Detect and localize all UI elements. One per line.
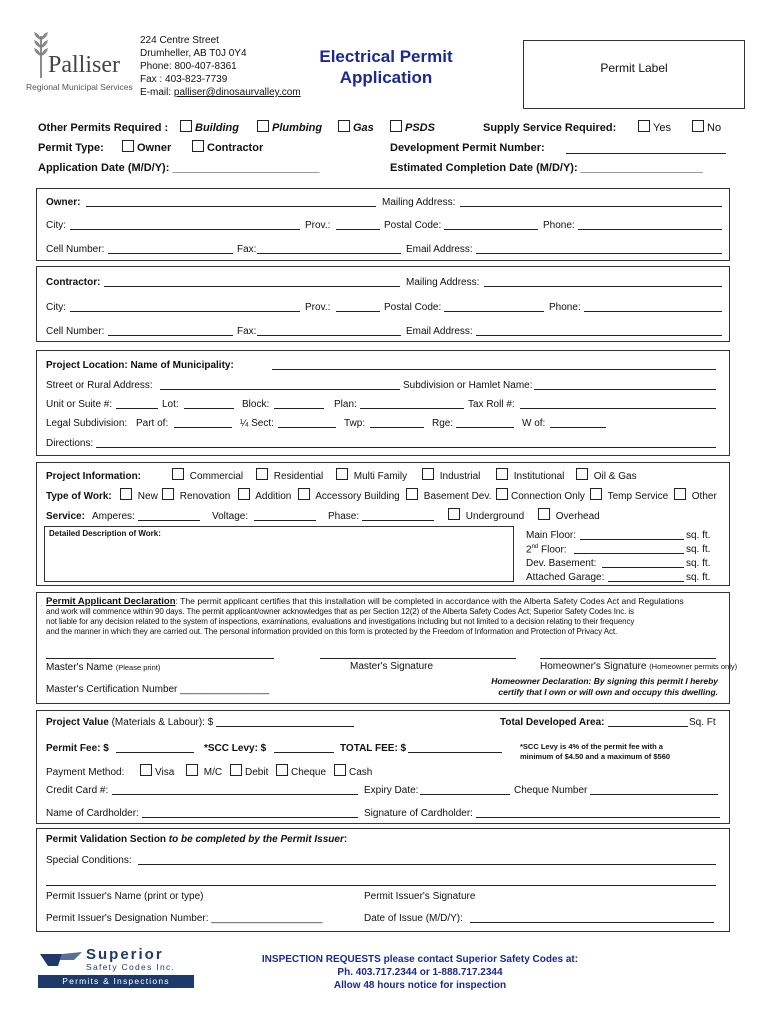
residential-checkbox[interactable] [256, 468, 268, 480]
total-fee-field[interactable] [408, 752, 502, 753]
multifamily-checkbox[interactable] [336, 468, 348, 480]
supply-yes-option[interactable] [638, 120, 671, 134]
new-checkbox[interactable] [120, 488, 132, 500]
validation-title [46, 834, 347, 845]
total-developed-unit: Sq. Ft [689, 717, 716, 728]
contractor-type-label: Contractor [207, 142, 264, 154]
amperes-field[interactable] [138, 520, 200, 521]
other-work-label: Other [691, 491, 717, 502]
date-of-issue-label: Date of Issue (M/D/Y): [364, 913, 463, 924]
payment-method-label: Payment Method: [46, 767, 125, 778]
accessory-checkbox[interactable] [298, 488, 310, 500]
new-option[interactable] [120, 488, 158, 502]
issuer-signature-label: Permit Issuer's Signature [364, 891, 476, 902]
accessory-option[interactable] [298, 488, 400, 502]
permit-type-label: Permit Type: [38, 142, 104, 154]
new-label: New [137, 491, 158, 502]
rge-field[interactable] [456, 427, 514, 428]
owner-type-checkbox[interactable] [122, 140, 134, 152]
validation-title-note: to be completed by the Permit Issuer [166, 834, 344, 845]
special-conditions-field-1[interactable] [138, 864, 716, 865]
institutional-checkbox[interactable] [496, 468, 508, 480]
superior-swoosh-icon [38, 948, 84, 970]
quarter-sect-label: ¼ Sect: [240, 418, 274, 429]
dev-basement-unit: sq. ft. [686, 558, 711, 569]
contractor-label: Contractor: [46, 277, 101, 288]
cardholder-label: Name of Cardholder: [46, 808, 139, 819]
contractor-cell-label: Cell Number: [46, 326, 105, 337]
connection-option[interactable] [496, 488, 585, 502]
overhead-checkbox[interactable] [538, 508, 550, 520]
renovation-checkbox[interactable] [162, 488, 174, 500]
materials-text: (Materials & Labour): $ [108, 717, 214, 728]
owner-prov-field[interactable] [336, 229, 380, 230]
permit-fee-field[interactable] [116, 752, 194, 753]
cheque-checkbox[interactable] [276, 764, 288, 776]
subdivision-field[interactable] [534, 389, 716, 390]
declaration-line-2: and work will commence within 90 days. The permit applicant/owner acknowledges that as per Section 12(2) of the Alberta Safety Codes Act; Superior Safety Codes Inc. is [46, 607, 634, 616]
commercial-option[interactable] [172, 468, 243, 482]
cheque-label: Cheque [291, 767, 327, 778]
estimated-completion-field[interactable]: Estimated Completion Date (M/D/Y): ____________________ [390, 162, 704, 174]
homeowner-signature-label [540, 661, 737, 672]
second-floor-number: 2 [526, 544, 532, 556]
project-value-field[interactable] [216, 726, 354, 727]
temp-service-checkbox[interactable] [590, 488, 602, 500]
expiry-field[interactable] [420, 794, 510, 795]
multifamily-label: Multi Family [353, 471, 408, 482]
accessory-label: Accessory Building [315, 491, 400, 502]
phase-field[interactable] [362, 520, 434, 521]
contractor-city-label: City: [46, 302, 66, 313]
issuer-name-label: Permit Issuer's Name (print or type) [46, 891, 204, 902]
validation-title-main: Permit Validation Section [46, 834, 167, 845]
building-option[interactable] [180, 120, 239, 134]
plumbing-label: Plumbing [272, 122, 323, 134]
owner-type-label: Owner [137, 142, 172, 154]
project-info-title: Project Information: [46, 471, 142, 482]
addition-checkbox[interactable] [238, 488, 250, 500]
wof-label: W of: [522, 418, 546, 429]
industrial-label: Industrial [439, 471, 481, 482]
overhead-option[interactable] [538, 508, 600, 522]
oilgas-label: Oil & Gas [593, 471, 637, 482]
total-developed-field[interactable] [608, 726, 688, 727]
garage-field[interactable] [608, 581, 684, 582]
connection-label: Connection Only [511, 491, 585, 502]
cardholder-signature-field[interactable] [476, 817, 720, 818]
lot-field[interactable] [184, 408, 234, 409]
org-email-link[interactable]: palliser@dinosaurvalley.com [173, 87, 301, 98]
temp-service-option[interactable] [590, 488, 668, 502]
mc-label: M/C [203, 767, 223, 778]
main-floor-label: Main Floor: [526, 530, 577, 541]
contractor-mailing-field[interactable] [484, 286, 722, 287]
cardholder-field[interactable] [142, 817, 358, 818]
superior-logo-sub: Safety Codes Inc. [86, 962, 176, 972]
dev-basement-label: Dev. Basement: [526, 558, 597, 569]
supply-no-checkbox[interactable] [692, 120, 704, 132]
contractor-prov-field[interactable] [336, 311, 380, 312]
owner-mailing-label: Mailing Address: [382, 197, 456, 208]
debit-checkbox[interactable] [230, 764, 242, 776]
other-permits-label: Other Permits Required : [38, 122, 169, 134]
homeowner-only-note: (Homeowner permits only) [649, 662, 738, 671]
cardholder-signature-label: Signature of Cardholder: [364, 808, 473, 819]
second-floor-superscript: nd [531, 544, 539, 550]
detailed-description-box[interactable] [44, 526, 514, 582]
declaration-text-1: : The permit applicant certifies that this installation will be completed in accordance with the Alberta Safety Codes Act and Regulations [175, 596, 684, 606]
owner-city-field[interactable] [70, 229, 300, 230]
master-name-label [46, 662, 160, 673]
dev-basement-field[interactable] [602, 567, 684, 568]
subdivision-label: Subdivision or Hamlet Name: [403, 380, 533, 391]
master-name-field[interactable] [46, 658, 274, 659]
visa-option[interactable] [140, 764, 174, 778]
voltage-field[interactable] [254, 520, 316, 521]
org-email-label: E-mail: [140, 87, 174, 98]
supply-no-option[interactable] [692, 120, 721, 134]
industrial-option[interactable] [422, 468, 480, 482]
project-value-label [46, 717, 213, 728]
contractor-city-field[interactable] [70, 311, 300, 312]
superior-logo-band: Permits & Inspections [38, 975, 194, 988]
owner-cell-field[interactable] [108, 253, 233, 254]
oilgas-option[interactable] [576, 468, 637, 482]
rge-label: Rge: [432, 418, 454, 429]
contractor-type-checkbox[interactable] [192, 140, 204, 152]
underground-option[interactable] [448, 508, 524, 522]
taxroll-field[interactable] [520, 408, 716, 409]
gas-checkbox[interactable] [338, 120, 350, 132]
contractor-mailing-label: Mailing Address: [406, 277, 480, 288]
credit-card-field[interactable] [112, 794, 358, 795]
connection-checkbox[interactable] [496, 488, 508, 500]
legal-subdivision-label: Legal Subdivision: [46, 418, 128, 429]
basement-checkbox[interactable] [406, 488, 418, 500]
lot-label: Lot: [162, 399, 179, 410]
street-address-field[interactable] [160, 389, 400, 390]
contractor-postal-label: Postal Code: [384, 302, 442, 313]
voltage-label: Voltage: [212, 511, 249, 522]
project-location-title: Project Location: Name of Municipality: [46, 360, 234, 371]
visa-label: Visa [155, 767, 175, 778]
second-floor-field[interactable] [574, 553, 684, 554]
industrial-checkbox[interactable] [422, 468, 434, 480]
cheque-number-label: Cheque Number [514, 785, 588, 796]
org-address-1: 224 Centre Street [140, 35, 219, 46]
permit-fee-label: Permit Fee: $ [46, 743, 109, 754]
cheque-number-field[interactable] [590, 794, 718, 795]
contractor-phone-field[interactable] [584, 311, 722, 312]
permit-label-box [523, 40, 745, 109]
taxroll-label: Tax Roll #: [468, 399, 515, 410]
master-name-text: Master's Name [46, 662, 113, 673]
contractor-email-label: Email Address: [406, 326, 473, 337]
org-address-2: Drumheller, AB T0J 0Y4 [140, 48, 247, 59]
superior-logo [36, 944, 196, 990]
supply-no-label: No [707, 122, 722, 134]
owner-label: Owner: [46, 197, 81, 208]
master-signature-field[interactable] [320, 658, 516, 659]
form-title-2: Application [339, 68, 433, 87]
main-floor-unit: sq. ft. [686, 530, 711, 541]
twp-label: Twp: [344, 418, 366, 429]
owner-postal-label: Postal Code: [384, 220, 442, 231]
total-developed-label: Total Developed Area: [500, 717, 605, 728]
dev-permit-label: Development Permit Number: [390, 142, 545, 154]
addition-label: Addition [255, 491, 292, 502]
garage-unit: sq. ft. [686, 572, 711, 583]
cash-label: Cash [349, 767, 373, 778]
type-of-work-label: Type of Work: [46, 491, 112, 502]
mc-option[interactable] [186, 764, 222, 778]
residential-label: Residential [273, 471, 324, 482]
second-floor-text: Floor: [538, 544, 567, 556]
master-signature-label: Master's Signature [350, 661, 434, 672]
application-date-field[interactable]: Application Date (M/D/Y): ________________________ [38, 162, 320, 174]
please-print-note: (Please print) [115, 663, 161, 672]
cash-checkbox[interactable] [334, 764, 346, 776]
superior-logo-name: Superior [86, 946, 164, 963]
scc-levy-field[interactable] [274, 752, 334, 753]
contractor-name-field[interactable] [104, 286, 400, 287]
owner-email-label: Email Address: [406, 244, 473, 255]
owner-prov-label: Prov.: [305, 220, 331, 231]
declaration-line-3: not liable for any decision related to the system of inspections, examinations, evaluations and investigations including but not limited to a decision relating to their frequency [46, 617, 635, 626]
supply-yes-checkbox[interactable] [638, 120, 650, 132]
supply-service-label: Supply Service Required: [483, 122, 617, 134]
mc-checkbox[interactable] [186, 764, 198, 776]
renovation-option[interactable] [162, 488, 230, 502]
psds-label: PSDS [405, 122, 435, 134]
amperes-label: Amperes: [92, 511, 135, 522]
commercial-label: Commercial [189, 471, 244, 482]
main-floor-field[interactable] [580, 539, 684, 540]
total-fee-label: TOTAL FEE: $ [340, 743, 407, 754]
contractor-cell-field[interactable] [108, 335, 233, 336]
building-checkbox[interactable] [180, 120, 192, 132]
org-phone: Phone: 800-407-8361 [140, 61, 237, 72]
temp-service-label: Temp Service [607, 491, 669, 502]
underground-checkbox[interactable] [448, 508, 460, 520]
second-floor-label [526, 544, 567, 555]
owner-name-field[interactable] [86, 206, 376, 207]
contractor-fax-field[interactable] [257, 335, 401, 336]
org-fax: Fax : 403-823-7739 [140, 74, 228, 85]
plumbing-checkbox[interactable] [257, 120, 269, 132]
directions-label: Directions: [46, 438, 94, 449]
contractor-type-option[interactable] [192, 140, 263, 154]
inspection-line-1: INSPECTION REQUESTS please contact Superior Safety Codes at: [261, 954, 579, 965]
cheque-option[interactable] [276, 764, 326, 778]
owner-cell-label: Cell Number: [46, 244, 105, 255]
homeowner-signature-text: Homeowner's Signature [540, 661, 647, 672]
cash-option[interactable] [334, 764, 372, 778]
phase-label: Phase: [328, 511, 360, 522]
other-work-checkbox[interactable] [674, 488, 686, 500]
contractor-prov-label: Prov.: [305, 302, 331, 313]
owner-postal-field[interactable] [444, 229, 538, 230]
street-address-label: Street or Rural Address: [46, 380, 153, 391]
addition-option[interactable] [238, 488, 291, 502]
contractor-section [36, 266, 730, 342]
declaration-title: Permit Applicant Declaration [46, 596, 176, 607]
underground-label: Underground [465, 511, 525, 522]
service-label: Service: [46, 511, 85, 522]
credit-card-label: Credit Card #: [46, 785, 109, 796]
validation-title-colon: : [343, 834, 348, 845]
contractor-email-field[interactable] [476, 335, 722, 336]
institutional-label: Institutional [513, 471, 565, 482]
debit-option[interactable] [230, 764, 268, 778]
oilgas-checkbox[interactable] [576, 468, 588, 480]
owner-email-field[interactable] [476, 253, 722, 254]
org-email-row [140, 87, 301, 98]
dev-permit-field[interactable] [566, 153, 726, 154]
date-of-issue-field[interactable] [470, 922, 714, 923]
contractor-postal-field[interactable] [444, 311, 544, 312]
gas-label: Gas [353, 122, 374, 134]
detailed-description-label: Detailed Description of Work: [49, 529, 161, 538]
residential-option[interactable] [256, 468, 323, 482]
homeowner-declaration-1: Homeowner Declaration: By signing this permit I hereby [491, 676, 718, 686]
gas-option[interactable] [338, 120, 374, 134]
commercial-checkbox[interactable] [172, 468, 184, 480]
declaration-line-1 [46, 596, 684, 607]
institutional-option[interactable] [496, 468, 564, 482]
unit-field[interactable] [116, 408, 158, 409]
partof-field[interactable] [174, 427, 232, 428]
owner-type-option[interactable] [122, 140, 171, 154]
org-name: Palliser [48, 52, 120, 78]
project-value-text: Project Value [46, 717, 109, 728]
homeowner-signature-field[interactable] [540, 658, 716, 659]
twp-field[interactable] [370, 427, 424, 428]
owner-mailing-field[interactable] [460, 206, 722, 207]
psds-option[interactable] [390, 120, 435, 134]
block-field[interactable] [274, 408, 324, 409]
unit-label: Unit or Suite #: [46, 399, 113, 410]
quarter-sect-field[interactable] [278, 427, 336, 428]
plan-label: Plan: [334, 399, 357, 410]
wof-field[interactable] [550, 427, 606, 428]
palliser-logo [24, 30, 134, 94]
contractor-fax-label: Fax: [237, 326, 257, 337]
issuer-designation-field[interactable]: Permit Issuer's Designation Number: ____________________ [46, 913, 323, 924]
supply-yes-label: Yes [653, 122, 671, 134]
basement-option[interactable] [406, 488, 491, 502]
inspection-line-3: Allow 48 hours notice for inspection [333, 980, 507, 991]
owner-fax-field[interactable] [257, 253, 401, 254]
expiry-label: Expiry Date: [364, 785, 419, 796]
owner-city-label: City: [46, 220, 66, 231]
scc-note-2: minimum of $4.50 and a maximum of $560 [520, 752, 671, 761]
special-conditions-label: Special Conditions: [46, 855, 132, 866]
garage-label: Attached Garage: [526, 572, 605, 583]
block-label: Block: [242, 399, 270, 410]
other-work-option[interactable] [674, 488, 717, 502]
org-subtitle: Regional Municipal Services [26, 82, 133, 92]
renovation-label: Renovation [179, 491, 231, 502]
contractor-phone-label: Phone: [549, 302, 581, 313]
partof-label: Part of: [136, 418, 169, 429]
master-cert-field[interactable]: Master's Certification Number ________________ [46, 684, 270, 695]
scc-note-1: *SCC Levy is 4% of the permit fee with a [520, 742, 663, 751]
plumbing-option[interactable] [257, 120, 322, 134]
inspection-line-2: Ph. 403.717.2344 or 1-888.717.2344 [337, 967, 503, 978]
homeowner-declaration-2: certify that I own or will own and occupy this dwelling. [498, 687, 718, 697]
debit-label: Debit [245, 767, 269, 778]
basement-label: Basement Dev. [423, 491, 492, 502]
special-conditions-field-2[interactable] [46, 885, 716, 886]
overhead-label: Overhead [555, 511, 600, 522]
owner-phone-field[interactable] [578, 229, 722, 230]
form-title-1: Electrical Permit [319, 47, 453, 66]
directions-field[interactable] [96, 447, 716, 448]
second-floor-unit: sq. ft. [686, 544, 711, 555]
multifamily-option[interactable] [336, 468, 407, 482]
psds-checkbox[interactable] [390, 120, 402, 132]
declaration-line-4: and the manner in which they are carried out. The personal information provided on this form is protected by the Freedom of Information and Protection of Privacy Act. [46, 627, 618, 636]
owner-fax-label: Fax: [237, 244, 257, 255]
owner-phone-label: Phone: [543, 220, 575, 231]
plan-field[interactable] [360, 408, 464, 409]
scc-levy-label: *SCC Levy: $ [204, 743, 267, 754]
permit-label-text: Permit Label [600, 61, 668, 75]
visa-checkbox[interactable] [140, 764, 152, 776]
municipality-field[interactable] [272, 369, 716, 370]
building-label: Building [195, 122, 239, 134]
